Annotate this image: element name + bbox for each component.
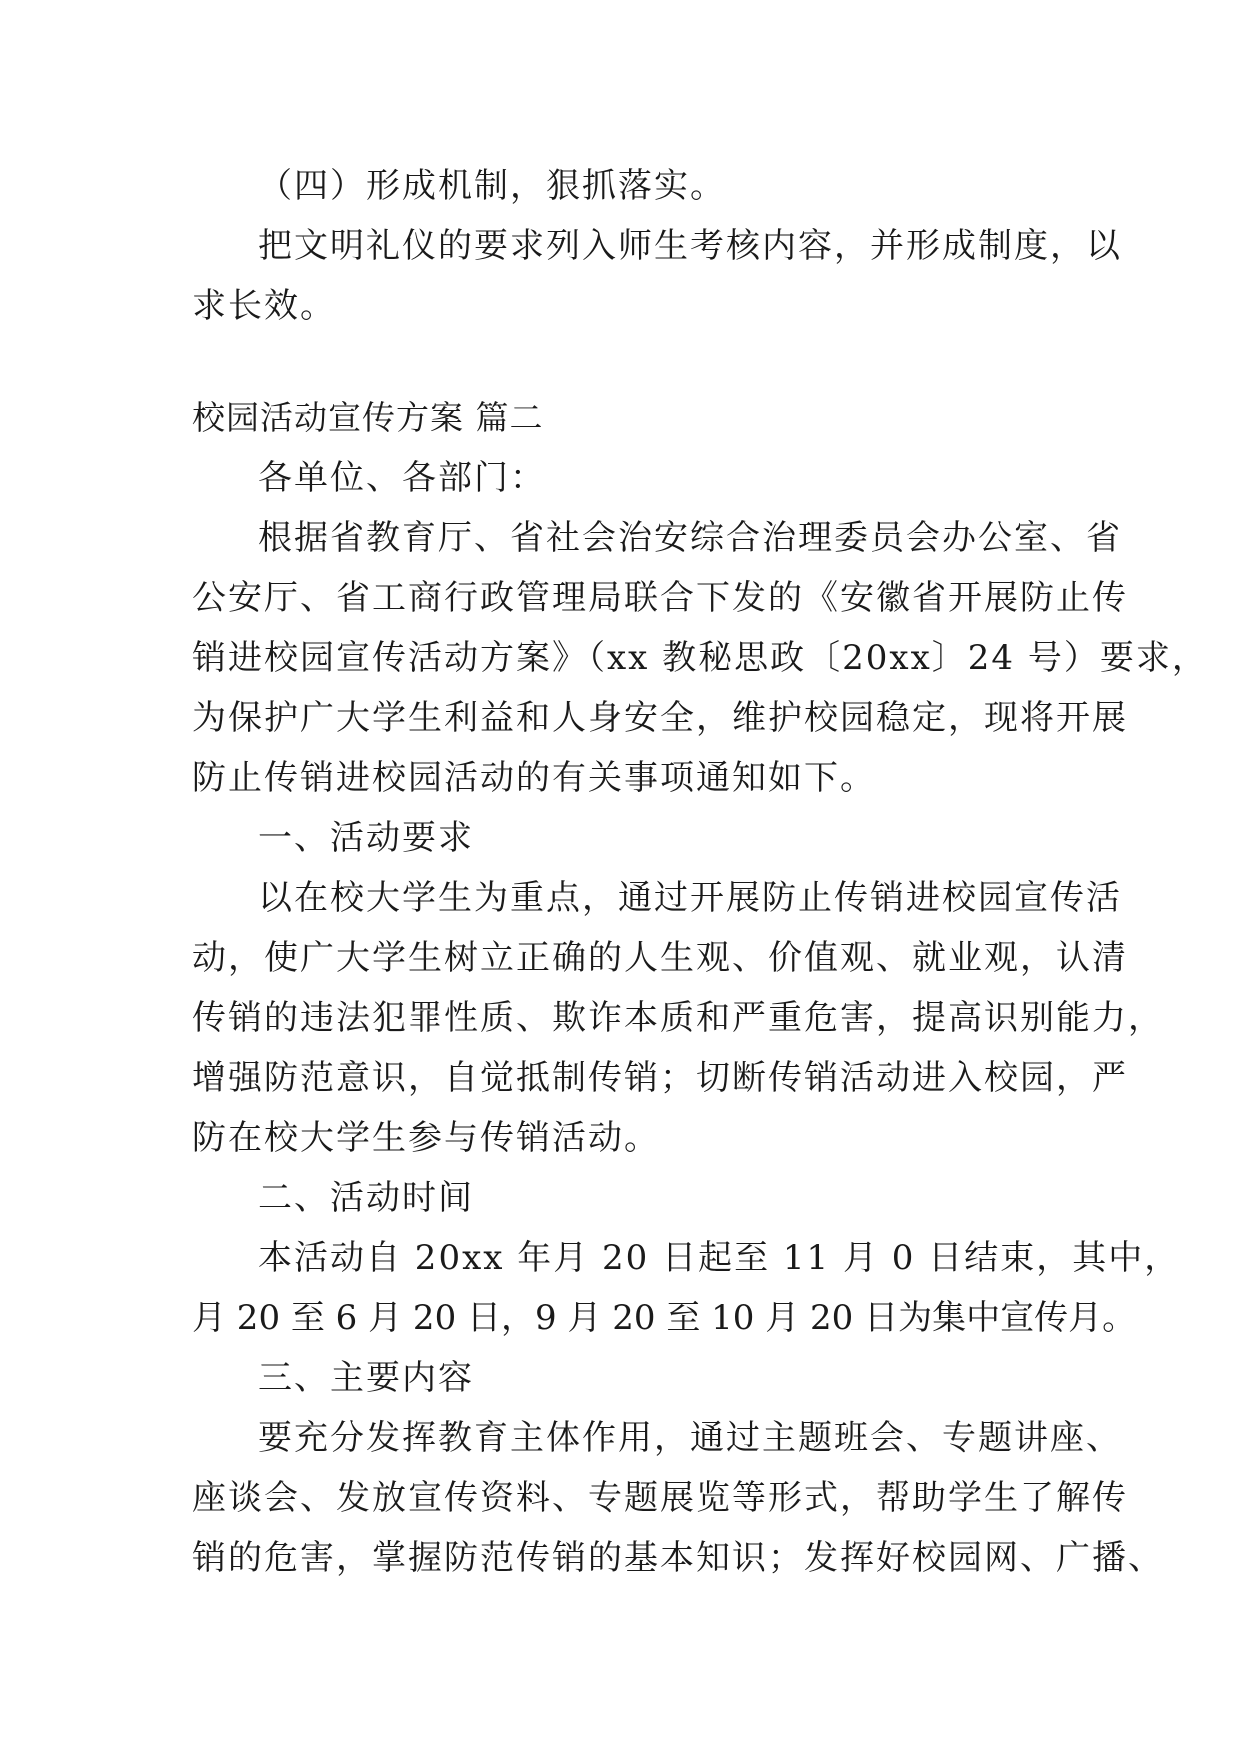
part2-heading: 二、活动时间 [258, 1178, 474, 1218]
paragraph-line: 销的危害，掌握防范传销的基本知识；发挥好校园网、广播、 [192, 1538, 1164, 1578]
salutation: 各单位、各部门： [258, 458, 546, 498]
section-title: 校园活动宣传方案 篇二 [192, 398, 544, 437]
paragraph-line: 根据省教育厅、省社会治安综合治理委员会办公室、省 [258, 518, 1122, 558]
paragraph-line: 增强防范意识，自觉抵制传销；切断传销活动进入校园，严 [192, 1058, 1128, 1098]
paragraph-line: 本活动自 20xx 年月 20 日起至 11 月 0 日结束，其中， [258, 1238, 1181, 1278]
part1-heading: 一、活动要求 [258, 818, 474, 858]
paragraph-line: 销进校园宣传活动方案》（xx 教秘思政〔20xx〕24 号）要求， [192, 638, 1208, 678]
paragraph-line: 公安厅、省工商行政管理局联合下发的《安徽省开展防止传 [192, 578, 1128, 618]
paragraph-line: 求长效。 [192, 286, 336, 326]
subheading-four: （四）形成机制，狠抓落实。 [258, 166, 726, 206]
paragraph-line: 为保护广大学生利益和人身安全，维护校园稳定，现将开展 [192, 698, 1128, 738]
paragraph-line: 要充分发挥教育主体作用，通过主题班会、专题讲座、 [258, 1418, 1122, 1458]
paragraph-line: 防止传销进校园活动的有关事项通知如下。 [192, 758, 876, 798]
paragraph-line: 传销的违法犯罪性质、欺诈本质和严重危害，提高识别能力， [192, 998, 1164, 1038]
paragraph-line: 座谈会、发放宣传资料、专题展览等形式，帮助学生了解传 [192, 1478, 1128, 1518]
paragraph-line: 以在校大学生为重点，通过开展防止传销进校园宣传活 [258, 878, 1122, 918]
paragraph-line: 月 20 至 6 月 20 日，9 月 20 至 10 月 20 日为集中宣传月。 [192, 1298, 1137, 1338]
paragraph-line: 把文明礼仪的要求列入师生考核内容，并形成制度，以 [258, 226, 1122, 266]
paragraph-line: 动，使广大学生树立正确的人生观、价值观、就业观，认清 [192, 938, 1128, 978]
part3-heading: 三、主要内容 [258, 1358, 474, 1398]
paragraph-line: 防在校大学生参与传销活动。 [192, 1118, 660, 1158]
